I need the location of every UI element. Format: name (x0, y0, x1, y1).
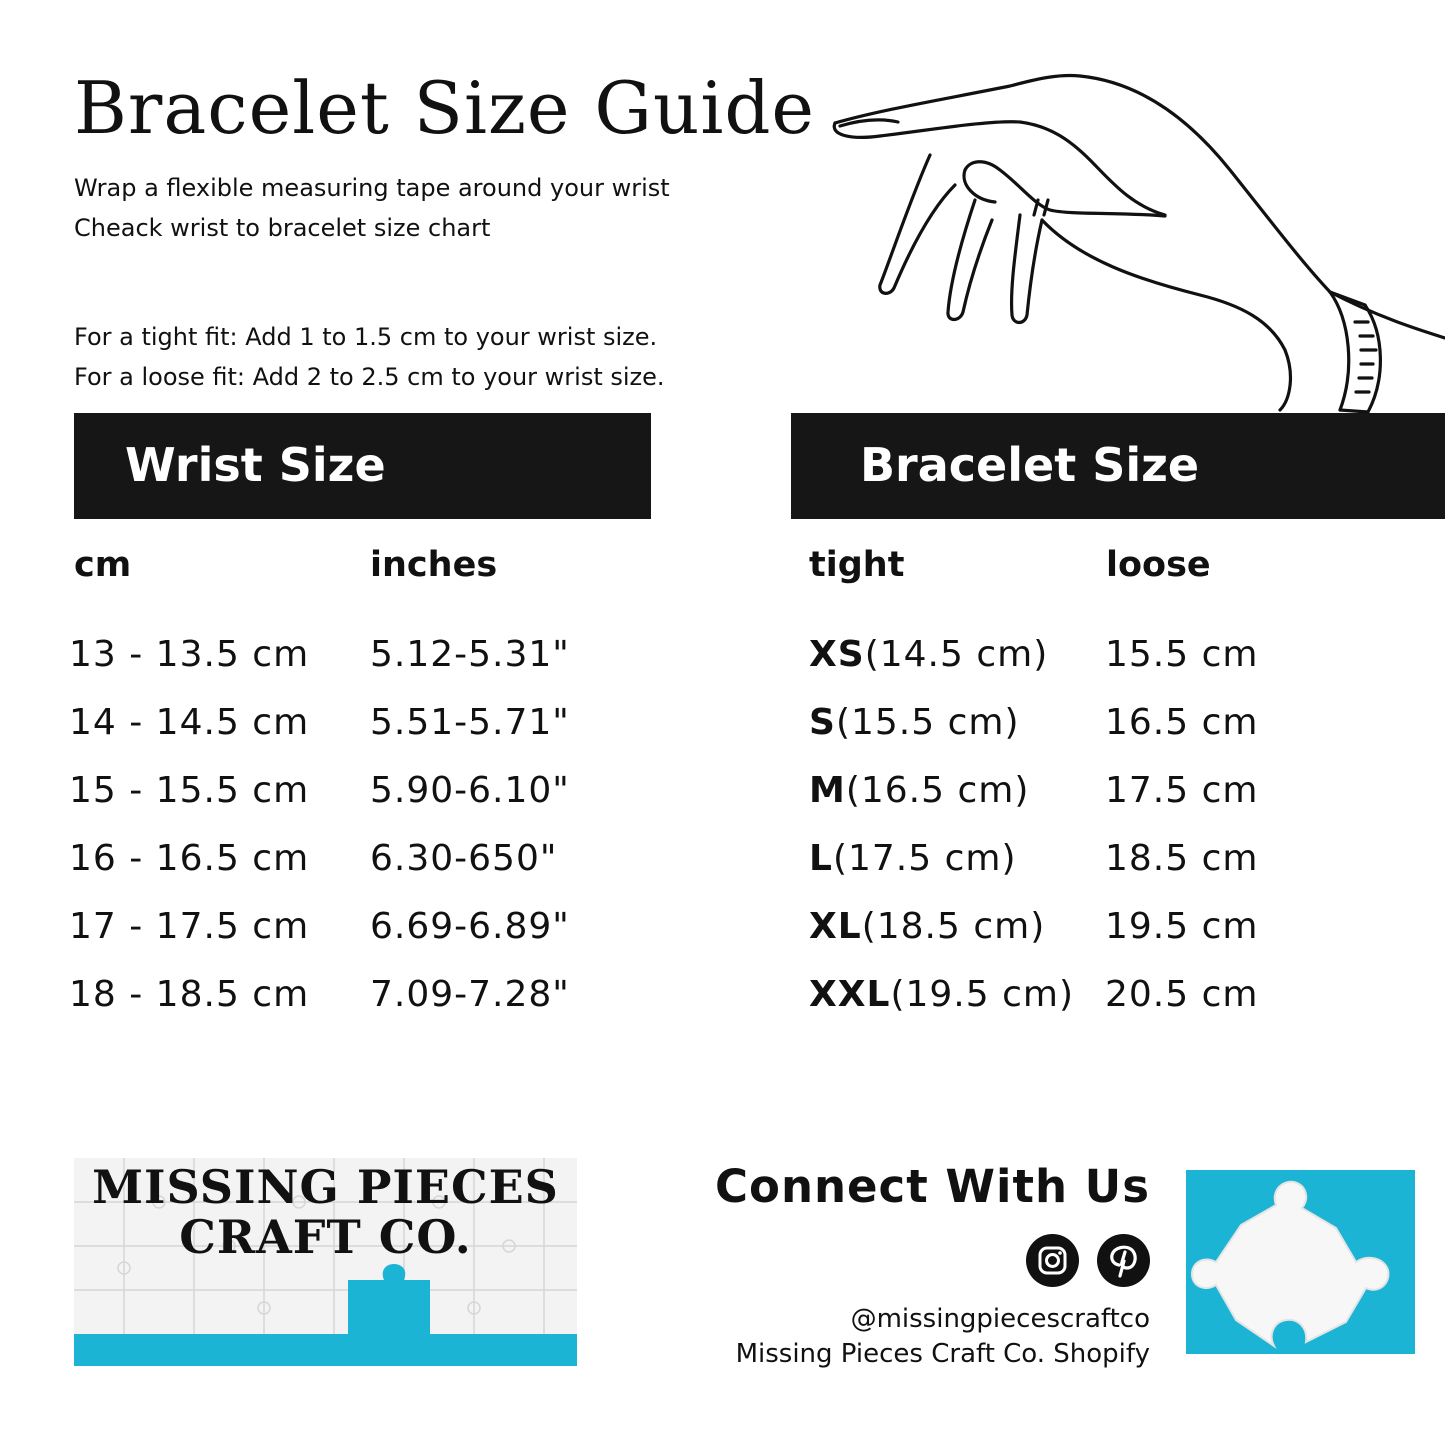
size-code: XXL (809, 973, 891, 1015)
wrist-cm-column (69, 620, 369, 1028)
bracelet-loose-cell: 17.5 cm (1105, 769, 1259, 811)
bracelet-tight-column (809, 620, 1099, 1028)
wrist-inches-cell: 6.69-6.89" (370, 905, 570, 947)
hand-with-tape-illustration (820, 60, 1445, 420)
wrist-inches-cell: 6.30-650" (370, 837, 558, 879)
connect-heading: Connect With Us (715, 1160, 1150, 1213)
bracelet-size-header-bar (791, 413, 1445, 519)
wrist-cm-cell: 18 - 18.5 cm (69, 973, 310, 1015)
bracelet-tight-cell (809, 756, 1099, 824)
wrist-inches-cell: 5.51-5.71" (370, 701, 570, 743)
bracelet-loose-cell: 16.5 cm (1105, 701, 1259, 743)
instagram-handle[interactable]: @missingpiecescraftco (850, 1304, 1150, 1334)
tight-cm: (19.5 cm) (890, 973, 1075, 1015)
brand-logo-line2: CRAFT CO. (179, 1210, 472, 1264)
page-title: Bracelet Size Guide (74, 66, 816, 150)
wrist-inches-cell: 5.12-5.31" (370, 633, 570, 675)
bracelet-size-heading: Bracelet Size (860, 438, 1200, 492)
wrist-inches-column (370, 620, 630, 1028)
tight-cm: (17.5 cm) (832, 837, 1017, 879)
bracelet-tight-cell (809, 620, 1099, 688)
bracelet-loose-cell: 15.5 cm (1105, 633, 1259, 675)
bracelet-tight-cell (809, 892, 1099, 960)
brand-logo-panel (74, 1158, 577, 1366)
wrist-cm-cell: 15 - 15.5 cm (69, 769, 310, 811)
column-header-inches: inches (370, 545, 498, 585)
bracelet-loose-cell: 18.5 cm (1105, 837, 1259, 879)
pinterest-icon[interactable] (1097, 1234, 1150, 1287)
column-header-cm: cm (74, 545, 132, 585)
tight-fit-note: For a tight fit: Add 1 to 1.5 cm to your wrist size. (74, 323, 658, 351)
size-code: XL (809, 905, 862, 947)
wrist-cm-cell: 14 - 14.5 cm (69, 701, 310, 743)
bracelet-loose-cell: 19.5 cm (1105, 905, 1259, 947)
size-code: XS (809, 633, 865, 675)
column-header-loose: loose (1106, 545, 1211, 585)
wrist-size-header-bar (74, 413, 651, 519)
wrist-cm-cell: 16 - 16.5 cm (69, 837, 310, 879)
shopify-store-link[interactable]: Missing Pieces Craft Co. Shopify (735, 1339, 1150, 1369)
wrist-cm-cell: 13 - 13.5 cm (69, 633, 310, 675)
tight-cm: (14.5 cm) (864, 633, 1049, 675)
size-code: S (809, 701, 836, 743)
wrist-size-heading: Wrist Size (125, 438, 386, 492)
tight-cm: (15.5 cm) (835, 701, 1020, 743)
bracelet-tight-cell (809, 688, 1099, 756)
wrist-cm-cell: 17 - 17.5 cm (69, 905, 310, 947)
bracelet-tight-cell (809, 824, 1099, 892)
tight-cm: (18.5 cm) (861, 905, 1046, 947)
brand-logo-line1: MISSING PIECES (92, 1160, 559, 1214)
instruction-line-1: Wrap a flexible measuring tape around your wrist (74, 174, 670, 202)
bracelet-loose-column (1105, 620, 1405, 1028)
size-code: L (809, 837, 833, 879)
loose-fit-note: For a loose fit: Add 2 to 2.5 cm to your wrist size. (74, 363, 665, 391)
bracelet-loose-cell: 20.5 cm (1105, 973, 1259, 1015)
column-header-tight: tight (809, 545, 905, 585)
wrist-inches-cell: 5.90-6.10" (370, 769, 570, 811)
size-code: M (809, 769, 846, 811)
tight-cm: (16.5 cm) (845, 769, 1030, 811)
bracelet-tight-cell (809, 960, 1099, 1028)
instagram-icon[interactable] (1026, 1234, 1079, 1287)
instruction-line-2: Cheack wrist to bracelet size chart (74, 214, 491, 242)
puzzle-piece-image (1186, 1170, 1415, 1354)
wrist-inches-cell: 7.09-7.28" (370, 973, 570, 1015)
